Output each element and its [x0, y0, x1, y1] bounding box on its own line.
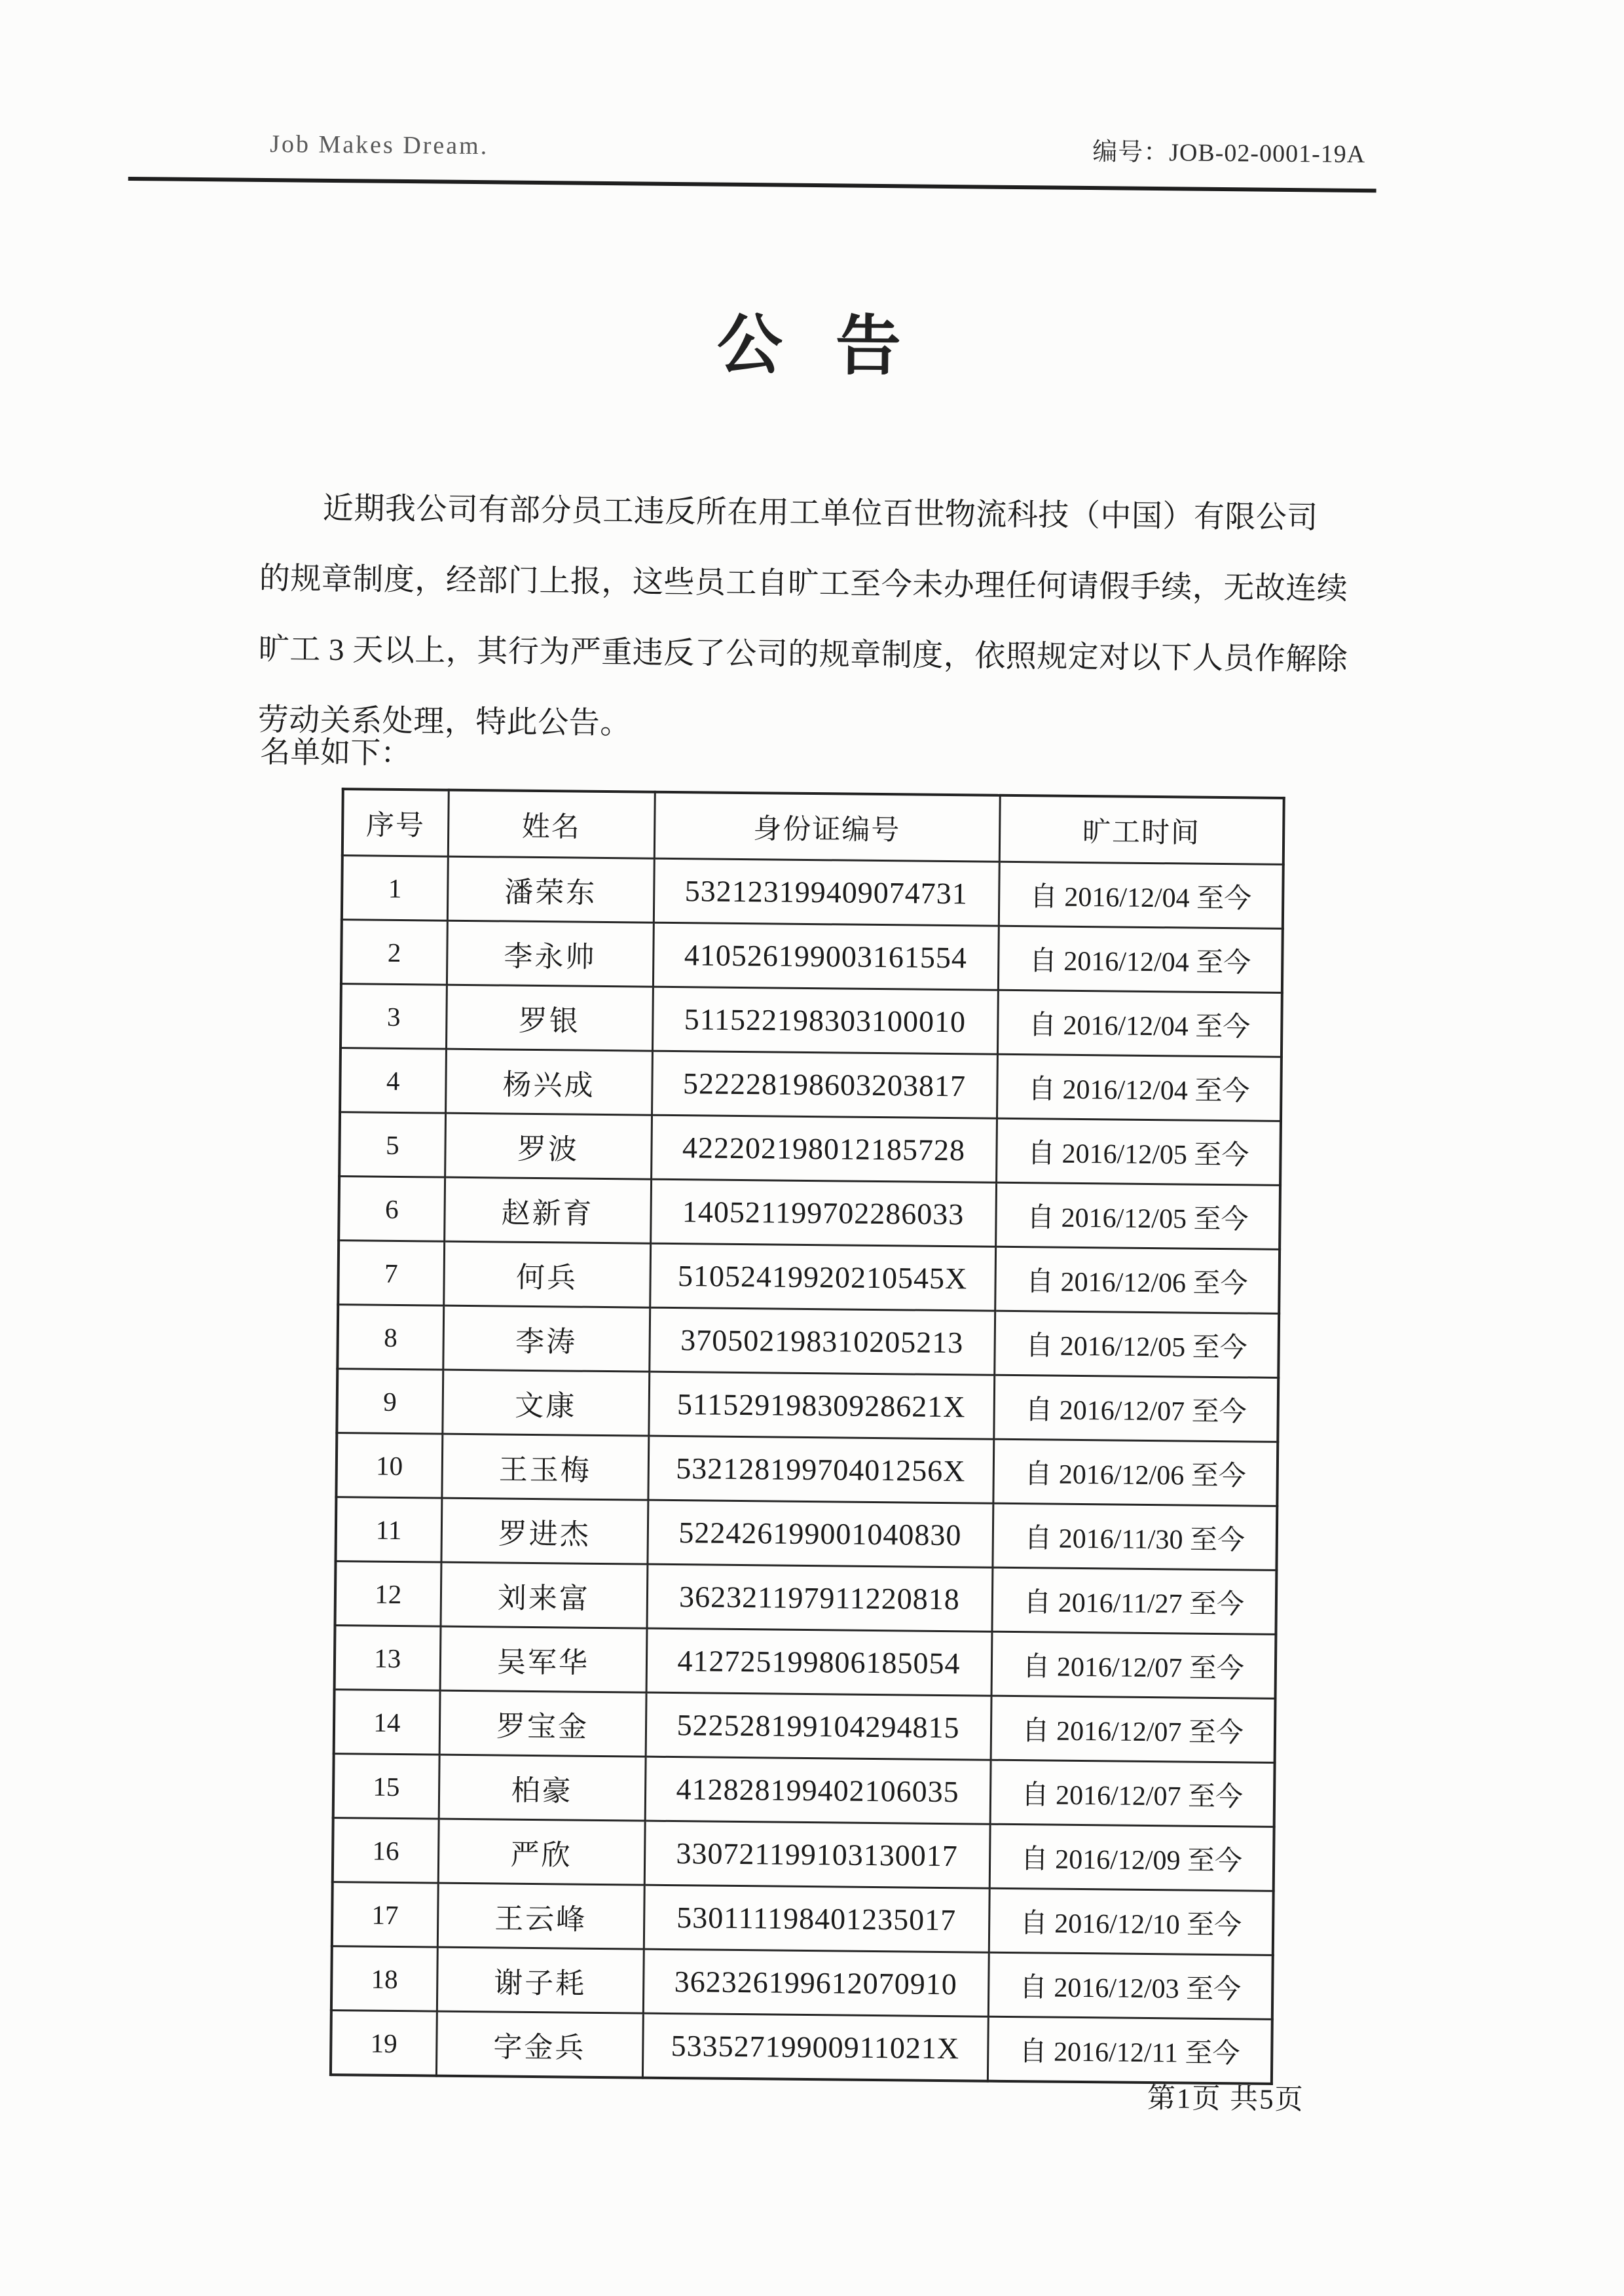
col-header-no: 序号 — [342, 789, 449, 856]
cell-name: 吴军华 — [440, 1626, 647, 1692]
cell-id: 511522198303100010 — [652, 987, 998, 1054]
table-row — [342, 856, 1283, 929]
cell-name: 李永帅 — [447, 920, 654, 987]
cell-period: 自 2016/12/10 至今 — [989, 1888, 1274, 1955]
cell-name: 何兵 — [443, 1241, 650, 1307]
list-intro: 名单如下： — [260, 735, 411, 771]
cell-name: 赵新育 — [444, 1177, 651, 1243]
table-row — [337, 1305, 1279, 1378]
cell-period: 自 2016/12/06 至今 — [995, 1247, 1280, 1313]
roster-table-body — [331, 856, 1283, 2084]
cell-period: 自 2016/12/07 至今 — [991, 1631, 1276, 1698]
cell-id: 522528199104294815 — [646, 1692, 991, 1760]
table-row — [339, 1176, 1280, 1250]
cell-period: 自 2016/12/05 至今 — [995, 1182, 1280, 1249]
cell-name: 谢子耗 — [437, 1947, 644, 2013]
paragraph-line: 旷工 3 天以上，其行为严重违反了公司的规章制度，依照规定对以下人员作解除 — [258, 632, 1348, 677]
col-header-name: 姓名 — [448, 790, 655, 859]
cell-name: 王玉梅 — [441, 1434, 648, 1500]
col-header-id: 身份证编号 — [654, 792, 1000, 862]
cell-period: 自 2016/11/27 至今 — [991, 1567, 1276, 1634]
cell-name: 杨兴成 — [445, 1049, 652, 1115]
cell-period: 自 2016/12/04 至今 — [998, 926, 1283, 993]
cell-period: 自 2016/12/09 至今 — [989, 1824, 1274, 1891]
doc-number: 编号：JOB-02-0001-19A — [1092, 138, 1366, 169]
cell-period: 自 2016/11/30 至今 — [992, 1503, 1277, 1570]
announcement-paragraph — [257, 473, 1370, 766]
cell-no: 17 — [332, 1882, 438, 1948]
cell-no: 9 — [337, 1369, 443, 1434]
cell-name: 刘来富 — [441, 1562, 648, 1628]
paragraph-line: 的规章制度，经部门上报，这些员工自旷工至今未办理任何请假手续，无故连续 — [259, 561, 1348, 606]
masthead — [0, 120, 1624, 172]
cell-no: 3 — [341, 984, 447, 1049]
cell-no: 7 — [338, 1241, 444, 1306]
table-row — [339, 1112, 1281, 1186]
cell-period: 自 2016/12/04 至今 — [999, 862, 1283, 928]
page-title: 公 告 — [716, 308, 904, 384]
cell-name: 罗进杰 — [441, 1498, 648, 1564]
cell-no: 11 — [335, 1497, 441, 1563]
cell-name: 文康 — [442, 1370, 649, 1436]
table-row — [335, 1561, 1277, 1635]
cell-period: 自 2016/12/07 至今 — [991, 1696, 1276, 1762]
cell-id: 330721199103130017 — [644, 1821, 990, 1888]
cell-period: 自 2016/12/11 至今 — [987, 2016, 1272, 2084]
table-row — [331, 2011, 1272, 2084]
cell-id: 53352719900911021X — [642, 2013, 988, 2081]
table-header-row — [342, 789, 1284, 864]
cell-id: 362321197911220818 — [647, 1564, 993, 1631]
cell-no: 15 — [333, 1754, 439, 1819]
cell-name: 柏豪 — [439, 1755, 646, 1821]
table-row — [332, 1882, 1274, 1956]
cell-no: 13 — [335, 1626, 441, 1691]
table-row — [341, 984, 1282, 1057]
slogan-text: Job Makes Dream. — [270, 130, 489, 160]
cell-name: 罗波 — [445, 1113, 652, 1179]
table-row — [341, 920, 1283, 993]
cell-period: 自 2016/12/04 至今 — [997, 990, 1282, 1057]
table-row — [334, 1690, 1276, 1763]
cell-no: 14 — [334, 1690, 440, 1755]
cell-no: 18 — [331, 1946, 437, 2012]
col-header-period: 旷工时间 — [999, 795, 1284, 865]
cell-no: 12 — [335, 1561, 441, 1627]
cell-period: 自 2016/12/04 至今 — [997, 1054, 1282, 1121]
cell-no: 5 — [339, 1112, 445, 1178]
cell-name: 罗银 — [446, 985, 653, 1051]
cell-id: 53212819970401256X — [648, 1436, 993, 1503]
cell-no: 10 — [336, 1433, 442, 1499]
cell-no: 19 — [331, 2011, 437, 2076]
paragraph-line: 近期我公司有部分员工违反所在用工单位百世物流科技（中国）有限公司 — [322, 491, 1319, 536]
cell-no: 1 — [342, 856, 448, 921]
cell-no: 4 — [340, 1048, 446, 1114]
roster-table — [329, 788, 1285, 2085]
cell-id: 412725199806185054 — [646, 1628, 992, 1696]
cell-name: 字金兵 — [436, 2011, 643, 2078]
table-row — [335, 1497, 1277, 1571]
cell-id: 532123199409074731 — [654, 858, 999, 926]
cell-name: 王云峰 — [437, 1883, 644, 1949]
cell-no: 16 — [333, 1818, 439, 1884]
cell-id: 522426199001040830 — [647, 1500, 993, 1567]
cell-id: 522228198603203817 — [652, 1051, 997, 1118]
header-rule — [128, 177, 1376, 192]
cell-id: 140521199702286033 — [650, 1179, 996, 1247]
cell-period: 自 2016/12/07 至今 — [993, 1375, 1278, 1442]
cell-name: 李涛 — [443, 1305, 650, 1372]
cell-id: 422202198012185728 — [651, 1115, 997, 1182]
cell-id: 530111198401235017 — [644, 1885, 989, 1952]
table-row — [338, 1241, 1280, 1314]
cell-no: 6 — [339, 1176, 445, 1242]
table-row — [335, 1626, 1276, 1699]
table-row — [331, 1946, 1273, 2020]
cell-period: 自 2016/12/07 至今 — [990, 1760, 1275, 1827]
cell-period: 自 2016/12/03 至今 — [988, 1952, 1273, 2019]
cell-period: 自 2016/12/05 至今 — [996, 1118, 1281, 1185]
cell-no: 8 — [337, 1305, 443, 1370]
cell-id: 370502198310205213 — [649, 1307, 995, 1375]
cell-name: 严欣 — [438, 1819, 645, 1885]
cell-period: 自 2016/12/05 至今 — [994, 1311, 1279, 1377]
cell-id: 410526199003161554 — [653, 922, 999, 990]
table-row — [340, 1048, 1282, 1121]
cell-id: 51052419920210545X — [650, 1243, 995, 1311]
cell-id: 362326199612070910 — [643, 1949, 989, 2016]
cell-period: 自 2016/12/06 至今 — [993, 1439, 1278, 1506]
cell-no: 2 — [341, 920, 447, 985]
table-row — [336, 1433, 1278, 1506]
page-number: 第1页 共5页 — [1147, 2083, 1304, 2116]
table-row — [333, 1818, 1274, 1891]
table-row — [333, 1754, 1275, 1827]
cell-id: 51152919830928621X — [648, 1372, 994, 1439]
cell-id: 412828199402106035 — [645, 1757, 991, 1824]
table-row — [337, 1369, 1278, 1442]
cell-name: 潘荣东 — [447, 856, 654, 922]
cell-name: 罗宝金 — [439, 1690, 646, 1757]
paragraph-line: 劳动关系处理，特此公告。 — [257, 702, 632, 741]
